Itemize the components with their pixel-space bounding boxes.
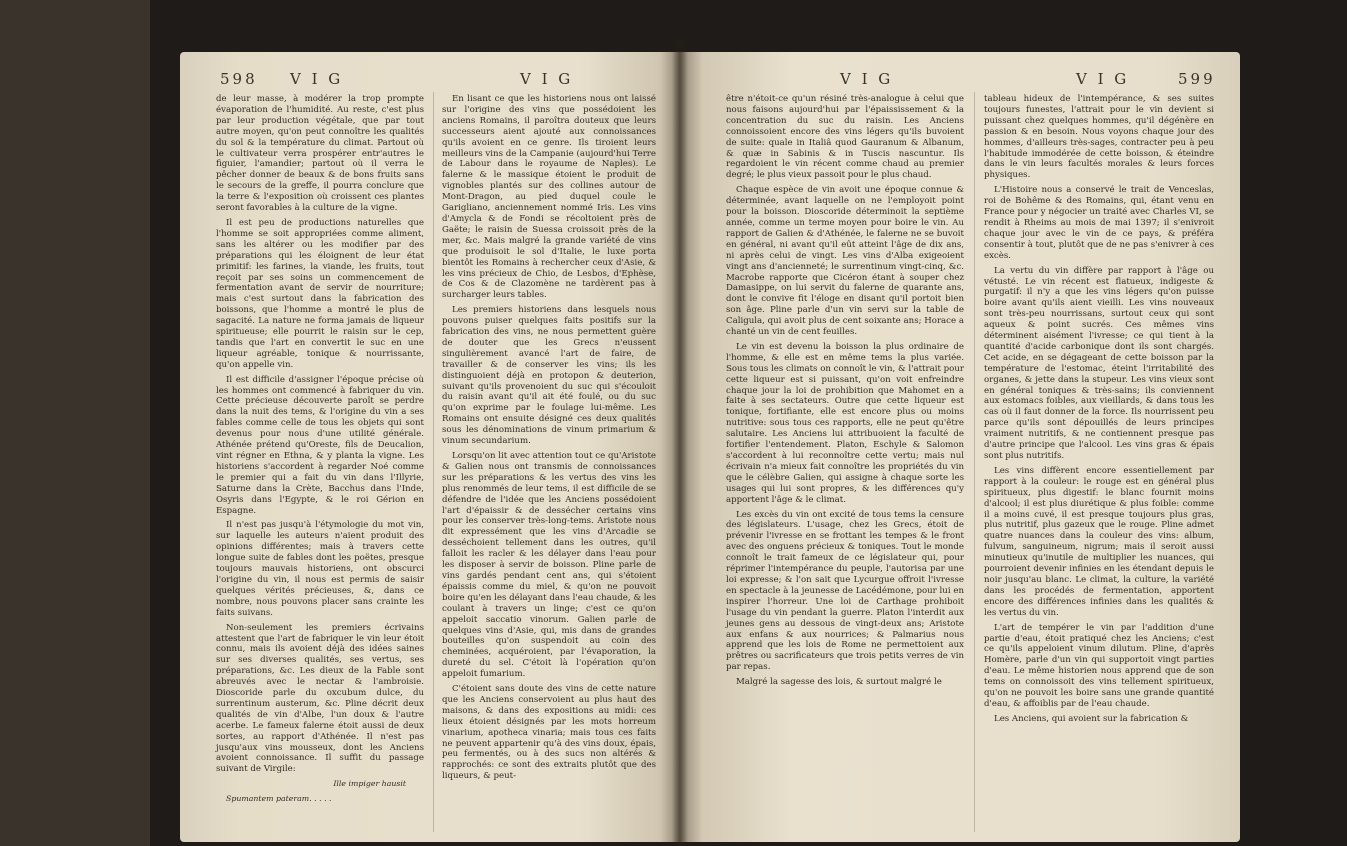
paragraph: Malgré la sagesse des lois, & surtout malgré le [736,677,942,688]
left-page [180,52,680,842]
right-running-head-col1: V I G [840,70,894,88]
paragraph: de leur masse, à modérer la trop prompte évaporation de l'humidité. Au reste, c'est plus par leur production végétale, que par tout autre moyen, qu'on peut connoître les qualités du sol & la température du climat. Partout où le cultivateur verra prospérer entr'autres le figuier, l'amandier; partout où il verra le pêcher donner de beaux & de bons fruits sans le secours de la greffe, il pourra conclure que la terre & l'exposition où croissent ces plantes seront favorables à la culture de la vigne. [216,94,424,214]
left-page-number: 598 [220,70,258,88]
right-running-head-col2: V I G [1076,70,1130,88]
paragraph: Non-seulement les premiers écrivains attestent que l'art de fabriquer le vin leur étoit connu, mais ils avoient déjà des idées saines sur ses diverses qualités, ses vertus, ses préparations, &c. Les dieux de la Fable sont abreuvés avec le nectar & l'ambroisie. Dioscoride parle du oxcubum dulce, du surrentinum austerum, &c. Pline décrit deux qualités de vin d'Albe, l'un doux & l'autre acerbe. Le fameux falerne étoit aussi de deux sortes, au rapport d'Athénée. Il n'est pas jusqu'aux vins mousseux, dont les Anciens avoient connoissance. Il suffit du passage suivant de Virgile: [216,622,424,775]
left-running-head-col2: V I G [520,70,574,88]
paragraph: Le vin est devenu la boisson la plus ordinaire de l'homme, & elle est en même tems la plus variée. Sous tous les climats on connoît le vin, & l'attrait pour cette liqueur est si puissant, qu'on voit enfreindre chaque jour la loi de prohibition que Mahomet en a faite à ses sectateurs. Outre que cette liqueur est tonique, fortifiante, elle est encore plus ou moins nutritive: sous tous ces rapports, elle ne peut qu'être salutaire. Les Anciens lui attribuoient la faculté de fortifier l'entendement. Platon, Eschyle & Salomon s'accordent à lui reconnoître cette vertu; mais nul écrivain n'a mieux fait connoître les propriétés du vin que le célèbre Galien, qui assigne à chaque sorte les usages qui lui sont propres, & les différences qu'y apportent l'âge & le climat. [726,341,964,505]
paragraph: Il n'est pas jusqu'à l'étymologie du mot vin, sur laquelle les auteurs n'aient produit des opinions différentes; mais à travers cette longue suite de fables dont les poëtes, presque toujours mauvais historiens, ont obscurci l'origine du vin, il nous est permis de saisir quelques vérités précieuses, &, dans ce nombre, nous pouvons placer sans crainte les faits suivans. [216,520,424,618]
left-column-rule [433,92,434,832]
paragraph: Les excès du vin ont excité de tous tems la censure des législateurs. L'usage, chez les Grecs, étoit de prévenir l'ivresse en se frottant les tempes & le front avec des onguens précieux & toniques. Tout le monde connoît le trait fameux de ce législateur qui, pour réprimer l'intempérance du peuple, l'autorisa par une loi expresse; & l'on sait que Lycurgue offroit l'ivresse en spectacle à la jeunesse de Lacédémone, pour lui en inspirer l'horreur. Une loi de Carthage prohiboit l'usage du vin pendant la guerre. Platon l'interdit aux jeunes gens au dessous de vingt-deux ans; Aristote aux enfans & aux nourrices; & Palmarius nous apprend que les lois de Rome ne permettoient aux prêtres ou sacrificateurs que trois petits verres de vin par repas. [726,509,964,673]
paragraph: En lisant ce que les historiens nous ont laissé sur l'origine des vins que possédoient les anciens Romains, il paroîtra douteux que leurs successeurs aient ajouté aux connoissances qu'ils avoient en ce genre. Ils tiroient leurs meilleurs vins de la Campanie (aujourd'hui Terre de Labour dans le royaume de Naples). Le falerne & le massique étoient le produit de vignobles plantés sur des collines autour de Mont-Dragon, au pied duquel coule le Garigliano, anciennement nommé Iris. Les vins d'Amycla & de Fondi se récoltoient près de Gaëte; le raisin de Suessa croissoit près de la mer, &c. Mais malgré la grande variété de vins que produisoit le sol d'Italie, le luxe porta bientôt les Romains à rechercher ceux d'Asie, & les vins précieux de Chio, de Lesbos, d'Ephèse, de Cos & de Clazomène ne tardèrent pas à surcharger leurs tables. [442,94,656,301]
paragraph: Il est difficile d'assigner l'époque précise où les hommes ont commencé à fabriquer du vin. Cette précieuse découverte paroît se perdre dans la nuit des tems, & l'origine du vin a ses fables comme celle de tous les objets qui sont devenus pour nous d'une utilité générale. Athénée prétend qu'Oreste, fils de Deucalion, vint régner en Ethna, & y planta la vigne. Les historiens s'accordent à regarder Noé comme le premier qui a fait du vin dans l'Illyrie, Saturne dans la Crète, Bacchus dans l'Inde, Osyris dans l'Egypte, & le roi Gérion en Espagne. [216,374,424,516]
paragraph: tableau hideux de l'intempérance, & ses suites toujours funestes, l'attrait pour le vin devient si puissant chez quelques hommes, qu'il dégénère en passion & en besoin. Nous voyons chaque jour des hommes, d'ailleurs très-sages, contracter peu à peu l'habitude immodérée de cette boisson, & éteindre dans le vin leurs facultés morales & leurs forces physiques. [984,94,1214,181]
verse-line: Ille impiger hausit [333,779,406,789]
left-column-2 [442,94,656,786]
paragraph: Les Anciens, qui avoient sur la fabrication & [994,713,1189,724]
paragraph: C'étoient sans doute des vins de cette nature que les Anciens conservoient au plus haut des maisons, & dans des expositions au midi: ces lieux étoient désignés par les mots horreum vinarium, apotheca vinaria; mais tous ces faits ne peuvent appartenir qu'à des vins doux, épais, peu fermentés, ou à des sucs non altérés & rapprochés: ce sont des extraits plutôt que des liqueurs, & peut- [442,684,656,782]
right-column-rule [974,92,975,832]
paragraph: Les premiers historiens dans lesquels nous pouvons puiser quelques faits positifs sur la fabrication des vins, ne nous permettent guère de douter que les Grecs n'eussent singulièrement avancé l'art de faire, de travailler & de conserver les vins; ils les distinguoient déjà en protopon & deuterion, suivant qu'ils provenoient du suc qui s'écouloit du raisin avant qu'il ait été foulé, ou du suc qu'on exprime par le foulage lui-même. Les Romains ont ensuite désigné ces deux qualités sous les dénominations de vinum primarium & vinum secundarium. [442,305,656,447]
paragraph: Chaque espèce de vin avoit une époque connue & déterminée, avant laquelle on ne l'employoit point pour la boisson. Dioscoride déterminoit la septième année, comme un terme moyen pour boire le vin. Au rapport de Galien & d'Athénée, le falerne ne se buvoit en général, ni avant qu'il eût atteint l'âge de dix ans, ni après celui de vingt. Les vins d'Alba exigeoient vingt ans d'ancienneté; le surrentinum vingt-cinq, &c. Macrobe rapporte que Cicéron étant à souper chez Damasippe, on lui servit du falerne de quarante ans, dont le convive fit l'éloge en disant qu'il portoit bien son âge. Pline parle d'un vin servi sur la table de Caligula, qui avoit plus de cent soixante ans; Horace a chanté un vin de cent feuilles. [726,185,964,338]
paragraph: être n'étoit-ce qu'un résiné très-analogue à celui que nous faisons aujourd'hui par l'épaississement & la concentration du suc du raisin. Les Anciens connoissoient encore des vins légers qu'ils buvoient de suite: quale in Italiâ quod Gauranum & Albanum, & quæ in Sabinis & in Tuscis nascuntur. Ils regardoient le vin récent comme chaud au premier degré; le plus vieux passoit pour le plus chaud. [726,94,964,181]
paragraph: L'art de tempérer le vin par l'addition d'une partie d'eau, étoit pratiqué chez les Anciens; c'est ce qu'ils appeloient vinum dilutum. Pline, d'après Homère, parle d'un vin qui supportoit vingt parties d'eau. Le même historien nous apprend que de son tems on connoissoit des vins tellement spiritueux, qu'on ne pouvoit les boire sans une grande quantité d'eau, & affoiblis par de l'eau chaude. [984,622,1214,709]
verse-line: Spumantem pateram. . . . . [226,794,332,804]
right-page [680,52,1240,842]
right-column-1 [726,94,964,692]
paragraph: L'Histoire nous a conservé le trait de Venceslas, roi de Bohême & des Romains, qui, étant venu en France pour y négocier un traité avec Charles VI, se rendit à Rheims au mois de mai 1397; il s'enivroit chaque jour avec le vin de ce pays, & préféra consentir à tout, plutôt que de ne pas s'enivrer à ces excès. [984,185,1214,261]
paragraph: Il est peu de productions naturelles que l'homme se soit appropriées comme aliment, sans les altérer ou les modifier par des préparations qui les éloignent de leur état primitif: les farines, la viande, les fruits, tout reçoit par ses soins un commencement de fermentation avant de servir de nourriture; mais c'est surtout dans la fabrication des boissons, que l'homme a montré le plus de sagacité. La nature ne forma jamais de liqueur spiritueuse; elle pourrit le raisin sur le cep, tandis que l'art en convertit le suc en une liqueur agréable, tonique & nourrissante, qu'on appelle vin. [216,217,424,370]
paragraph: La vertu du vin diffère par rapport à l'âge ou vétusté. Le vin récent est flatueux, indigeste & purgatif: il n'y a que les vins légers qu'on puisse boire avant qu'ils aient vieilli. Les vins nouveaux sont très-peu nourrissans, surtout ceux qui sont aqueux & point sucrés. Ces mêmes vins déterminent aisément l'ivresse; ce qui tient à la quantité d'acide carbonique dont ils sont chargés. Cet acide, en se dégageant de cette boisson par la température de l'estomac, éteint l'irritabilité des organes, & jette dans la stupeur. Les vins vieux sont en général toniques & très-sains; ils conviennent aux estomacs foibles, aux vieillards, & dans tous les cas où il faut donner de la force. Ils nourrissent peu parce qu'ils sont dépouillés de leurs principes vraiment nutritifs, & ne contiennent presque pas d'autre principe que l'alcool. Les vins gras & épais sont plus nutritifs. [984,265,1214,461]
left-running-head-col1: V I G [290,70,344,88]
paragraph: Les vins diffèrent encore essentiellement par rapport à la couleur: le rouge est en général plus spiritueux, plus digestif: le blanc fournit moins d'alcool; il est plus diurétique & plus foible: comme il a moins cuvé, il est presque toujours plus gras, plus nutritif, plus gazeux que le rouge. Pline admet quatre nuances dans la couleur des vins: album, fulvum, sanguineum, nigrum; mais il seroit aussi minutieux qu'inutile de multiplier les nuances, qui pourroient devenir infinies en les étendant depuis le noir jusqu'au blanc. Le climat, la culture, la variété dans les procédés de fermentation, apportent encore des différences infinies dans les qualités & les vertus du vin. [984,465,1214,618]
right-page-number: 599 [1178,70,1216,88]
left-column-1 [216,94,424,809]
paragraph: Lorsqu'on lit avec attention tout ce qu'Aristote & Galien nous ont transmis de connoissances sur les préparations & les vertus des vins les plus renommés de leur tems, il est difficile de se défendre de l'idée que les Anciens possédoient l'art d'épaissir & de dessécher certains vins pour les conserver très-long-tems. Aristote nous dit expressément que les vins d'Arcadie se desséchoient tellement dans les outres, qu'il falloit les racler & les délayer dans l'eau pour les disposer à servir de boisson. Pline parle de vins gardés pendant cent ans, qui s'étoient épaissis comme du miel, & qu'on ne pouvoit boire qu'en les délayant dans l'eau chaude, & les coulant à travers un linge; c'est ce qu'on appeloit saccatio vinorum. Galien parle de quelques vins d'Asie, qui, mis dans de grandes bouteilles qu'on suspendoit au coin des cheminées, acquéroient, par l'évaporation, la dureté du sel. C'étoit là l'opération qu'on appeloit fumarium. [442,451,656,680]
right-column-2 [984,94,1214,729]
book-gutter [672,40,688,846]
